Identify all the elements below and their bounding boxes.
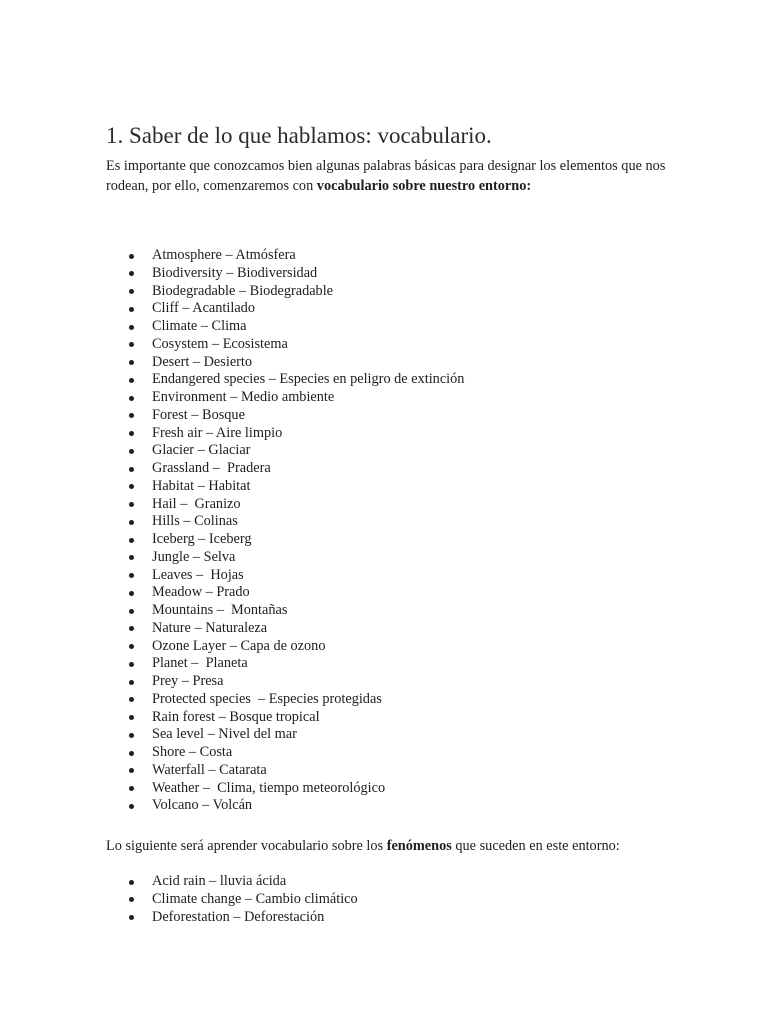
vocabulary-entry: Prey – Presa — [152, 673, 224, 689]
phenomena-bold-text: fenómenos — [386, 838, 452, 854]
bullet-icon — [129, 307, 134, 312]
vocabulary-entry: Habitat – Habitat — [152, 477, 251, 494]
bullet-icon — [129, 880, 134, 885]
vocabulary-entry: Deforestation – Deforestación — [152, 908, 325, 925]
vocabulary-entry: Meadow – Prado — [152, 584, 250, 601]
vocabulary-entry: Glacier – Glaciar — [152, 442, 251, 459]
vocabulary-entry: Rain forest – Bosque tropical — [152, 708, 320, 725]
bullet-icon — [129, 697, 134, 702]
bullet-icon — [129, 271, 134, 276]
bullet-icon — [129, 431, 134, 436]
bullet-icon — [129, 751, 134, 756]
bullet-icon — [129, 768, 134, 773]
bullet-icon — [129, 502, 134, 507]
section-heading: 1. Saber de lo que hablamos: vocabulario. — [106, 123, 492, 148]
bullet-icon — [129, 662, 134, 667]
bullet-icon — [129, 396, 134, 401]
bullet-icon — [129, 804, 134, 809]
phenomena-intro-tail: que suceden en este entorno: — [451, 838, 620, 854]
bullet-icon — [129, 626, 134, 631]
bullet-icon — [129, 467, 134, 472]
vocabulary-entry: Nature – Naturaleza — [152, 619, 268, 636]
bullet-icon — [129, 520, 134, 525]
vocabulary-entry: Atmosphere – Atmósfera — [152, 247, 296, 263]
vocabulary-entry: Hail – Granizo — [152, 495, 241, 512]
bullet-icon — [129, 915, 134, 920]
vocabulary-entry: Shore – Costa — [152, 744, 233, 760]
bullet-icon — [129, 360, 134, 365]
bullet-icon — [129, 897, 134, 902]
bullet-icon — [129, 573, 134, 578]
vocabulary-entry: Fresh air – Aire limpio — [152, 424, 283, 441]
bullet-icon — [129, 555, 134, 560]
intro-text: Es importante que conozcamos bien algunas palabras básicas para designar los elementos que nos rodean, por ello, comenzaremos con — [106, 158, 666, 194]
bullet-icon — [129, 413, 134, 418]
vocabulary-entry: Weather – Clima, tiempo meteorológico — [152, 779, 386, 796]
bullet-icon — [129, 484, 134, 489]
vocabulary-entry: Climate change – Cambio climático — [152, 890, 358, 907]
bullet-icon — [129, 538, 134, 543]
bullet-icon — [129, 289, 134, 294]
bullet-icon — [129, 609, 134, 614]
bullet-icon — [129, 591, 134, 596]
vocabulary-entry: Jungle – Selva — [152, 548, 236, 565]
vocabulary-entry: Forest – Bosque — [152, 406, 245, 423]
vocabulary-entry: Acid rain – lluvia ácida — [152, 873, 287, 889]
vocabulary-entry: Desert – Desierto — [152, 353, 253, 370]
bullet-icon — [129, 715, 134, 720]
phenomena-intro-text: Lo siguiente será aprender vocabulario sobre los — [106, 838, 387, 854]
bullet-icon — [129, 254, 134, 259]
vocabulary-entry: Iceberg – Iceberg — [152, 531, 252, 547]
vocabulary-entry: Volcano – Volcán — [152, 797, 253, 814]
bullet-icon — [129, 644, 134, 649]
vocabulary-entry: Waterfall – Catarata — [152, 761, 267, 778]
vocabulary-entry: Hills – Colinas — [152, 513, 238, 530]
bullet-icon — [129, 378, 134, 383]
vocabulary-entry: Endangered species – Especies en peligro de extinción — [152, 371, 465, 388]
vocabulary-entry: Environment – Medio ambiente — [152, 389, 335, 405]
bullet-icon — [129, 733, 134, 738]
vocabulary-entry: Grassland – Pradera — [152, 460, 271, 476]
vocabulary-entry: Cosystem – Ecosistema — [152, 335, 288, 352]
vocabulary-entry: Climate – Clima — [152, 318, 247, 334]
bullet-icon — [129, 680, 134, 685]
vocabulary-entry: Leaves – Hojas — [152, 566, 244, 583]
vocabulary-entry: Ozone Layer – Capa de ozono — [152, 637, 326, 654]
vocabulary-entry: Biodegradable – Biodegradable — [152, 282, 334, 299]
bullet-icon — [129, 342, 134, 347]
vocabulary-entry: Sea level – Nivel del mar — [152, 726, 297, 743]
vocabulary-entry: Mountains – Montañas — [152, 602, 288, 618]
intro-paragraph — [106, 156, 686, 196]
vocabulary-entry: Protected species – Especies protegidas — [152, 690, 382, 707]
bullet-icon — [129, 325, 134, 330]
intro-bold-text: vocabulario sobre nuestro entorno: — [316, 178, 532, 194]
phenomena-intro-paragraph — [106, 836, 620, 856]
vocabulary-entry: Planet – Planeta — [152, 655, 248, 672]
vocabulary-entry: Cliff – Acantilado — [152, 300, 255, 317]
vocabulary-entry: Biodiversity – Biodiversidad — [152, 264, 318, 281]
bullet-icon — [129, 449, 134, 454]
bullet-icon — [129, 786, 134, 791]
